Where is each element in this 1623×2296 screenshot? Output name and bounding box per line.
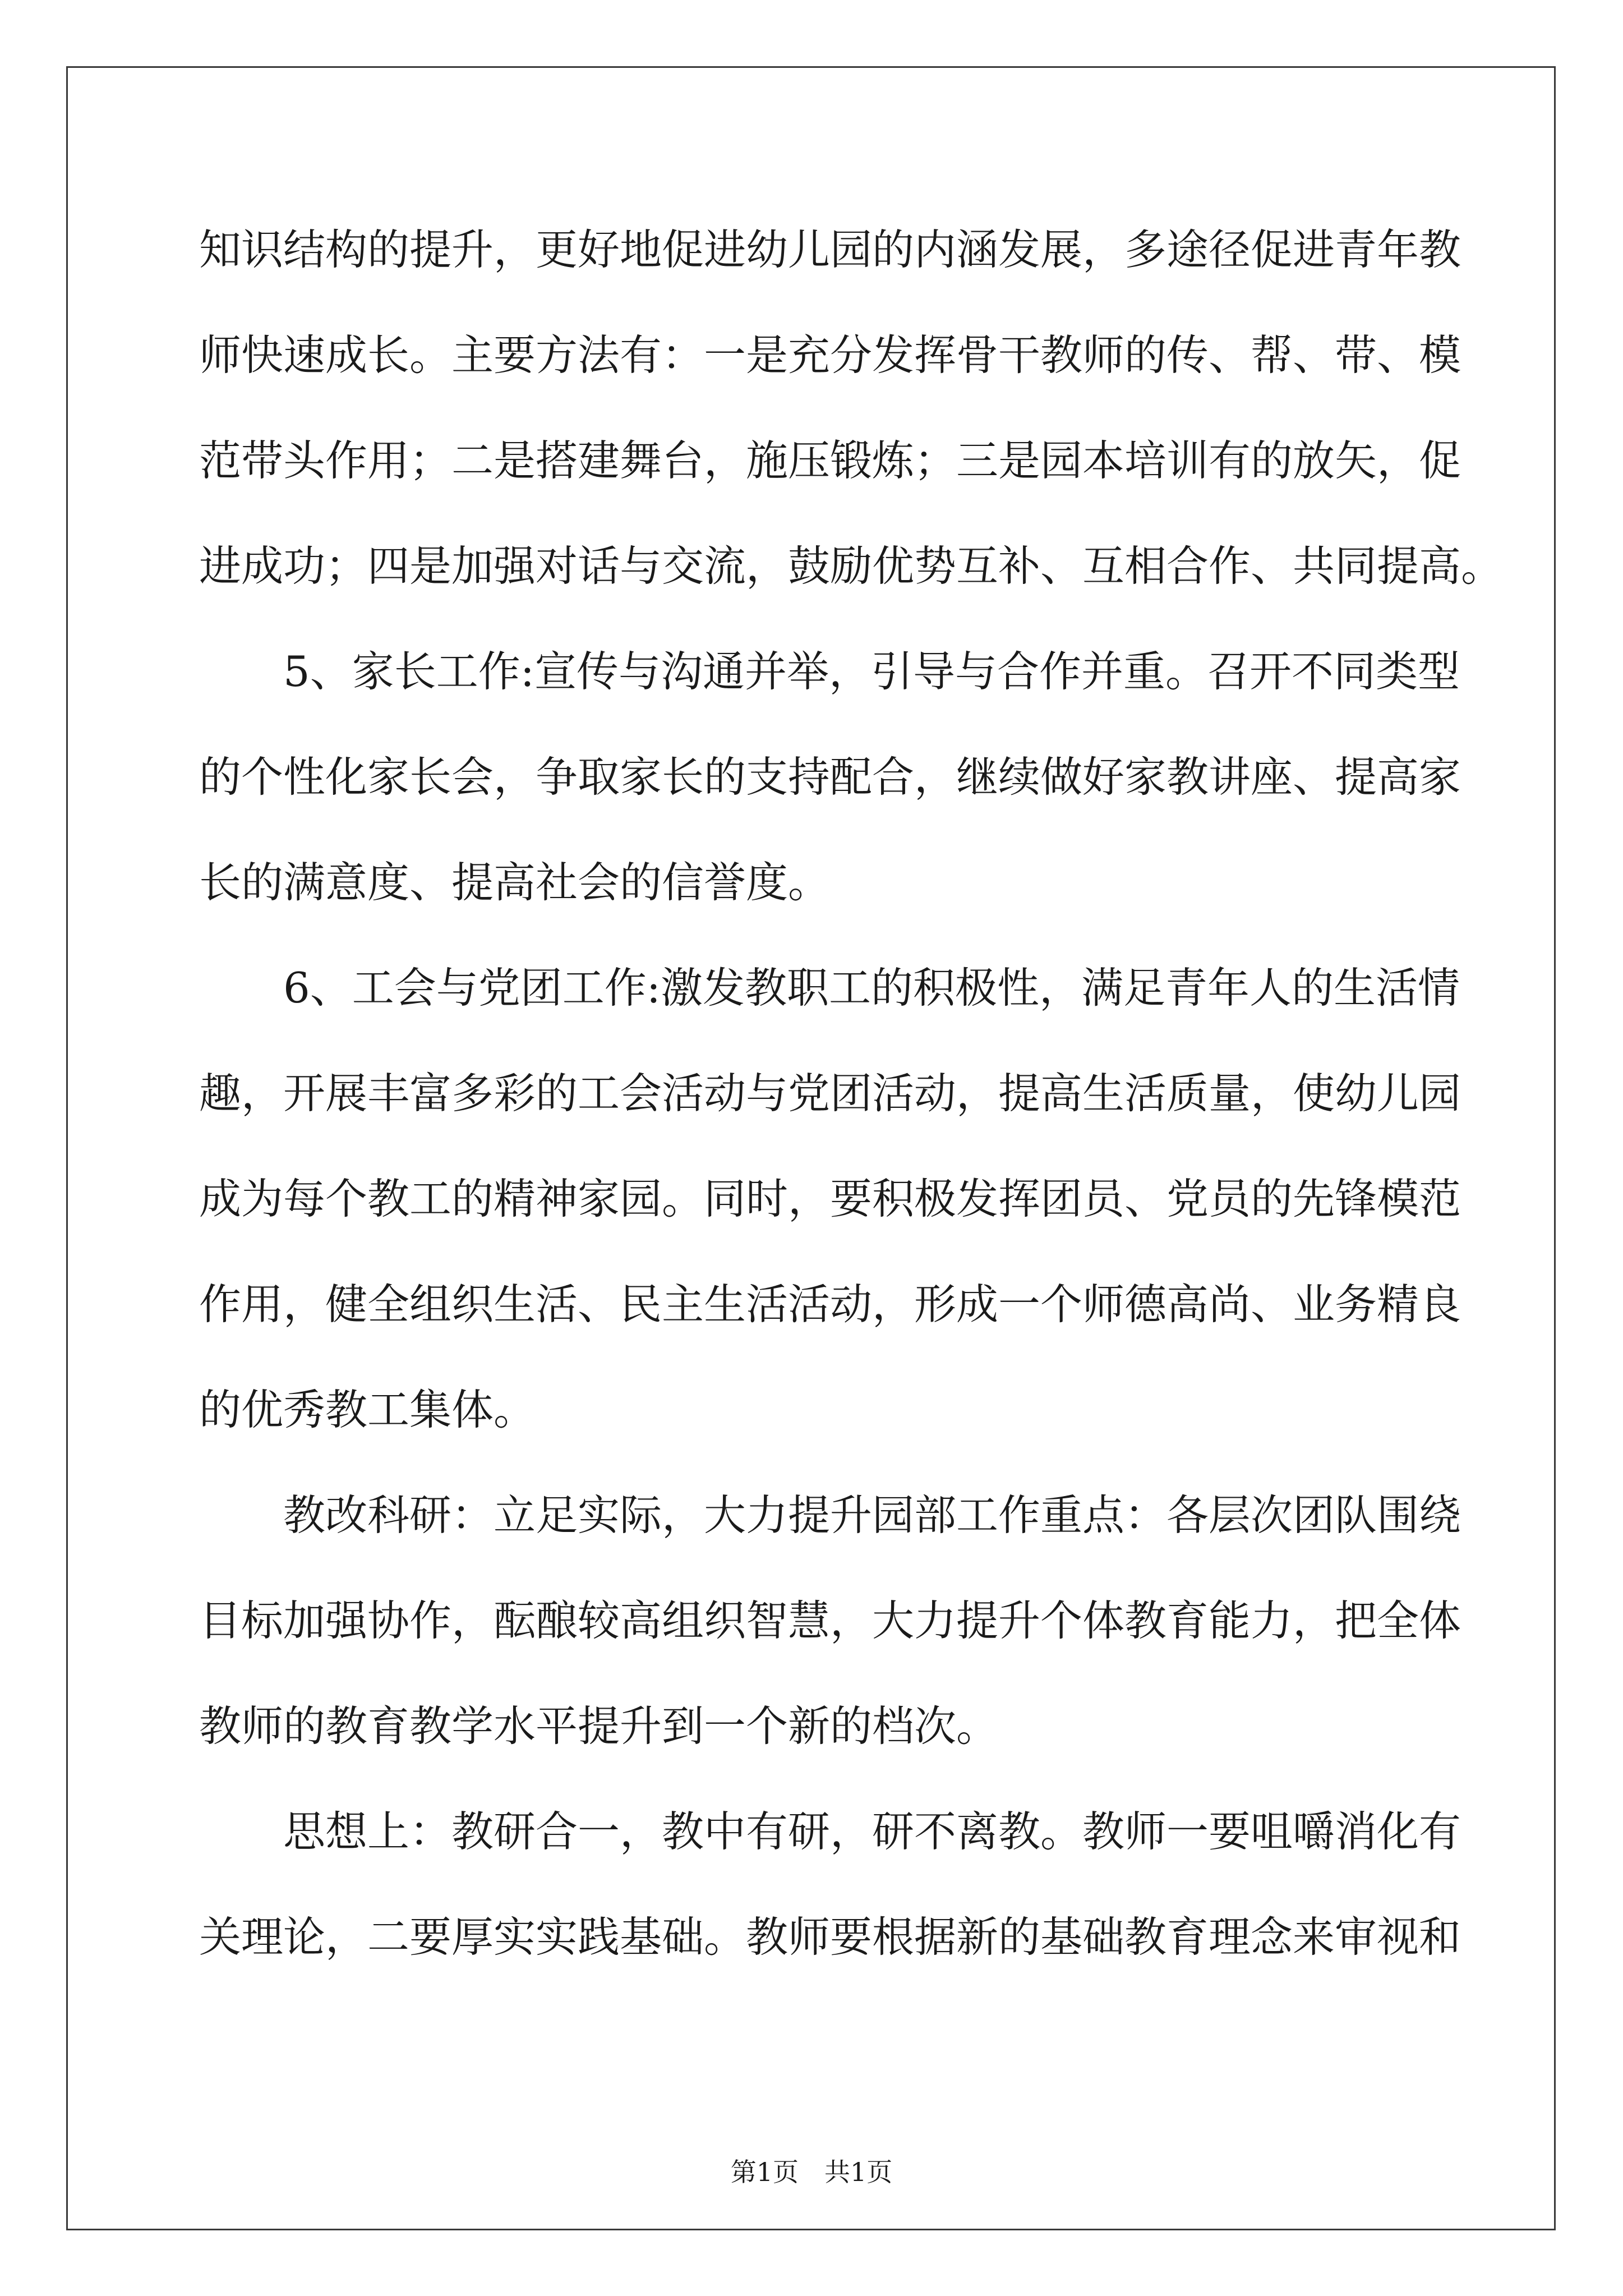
- text-line: 范带头作用；二是搭建舞台，施压锻炼；三是园本培训有的放矢，促: [199, 436, 1461, 485]
- text-line: 5、家长工作:宣传与沟通并举，引导与合作并重。召开不同类型: [199, 647, 1460, 696]
- page-footer: 第1页 共1页: [730, 2157, 893, 2187]
- text-line: 教师的教育教学水平提升到一个新的档次。: [199, 1701, 999, 1751]
- text-line: 长的满意度、提高社会的信誉度。: [199, 858, 831, 907]
- text-line: 师快速成长。主要方法有：一是充分发挥骨干教师的传、帮、带、模: [199, 330, 1461, 380]
- text-line: 知识结构的提升，更好地促进幼儿园的内涵发展，多途径促进青年教: [199, 225, 1461, 274]
- text-line: 进成功；四是加强对话与交流，鼓励优势互补、互相合作、共同提高。: [199, 541, 1504, 591]
- text-line: 教改科研：立足实际，大力提升园部工作重点：各层次团队围绕: [199, 1490, 1461, 1540]
- text-line: 6、工会与党团工作:激发教职工的积极性，满足青年人的生活情: [199, 963, 1460, 1013]
- text-line: 作用，健全组织生活、民主生活活动，形成一个师德高尚、业务精良: [199, 1280, 1461, 1329]
- text-line: 的个性化家长会，争取家长的支持配合，继续做好家教讲座、提高家: [199, 752, 1461, 802]
- text-line: 目标加强协作，酝酿较高组织智慧，大力提升个体教育能力，把全体: [199, 1596, 1461, 1645]
- text-line: 的优秀教工集体。: [199, 1385, 536, 1434]
- text-line: 思想上：教研合一，教中有研，研不离教。教师一要咀嚼消化有: [199, 1807, 1461, 1856]
- text-line: 成为每个教工的精神家园。同时，要积极发挥团员、党员的先锋模范: [199, 1174, 1461, 1223]
- document-body: [199, 216, 1504, 2009]
- text-line: 趣，开展丰富多彩的工会活动与党团活动，提高生活质量，使幼儿园: [199, 1069, 1461, 1118]
- text-line: 关理论，二要厚实实践基础。教师要根据新的基础教育理念来审视和: [199, 1912, 1461, 1962]
